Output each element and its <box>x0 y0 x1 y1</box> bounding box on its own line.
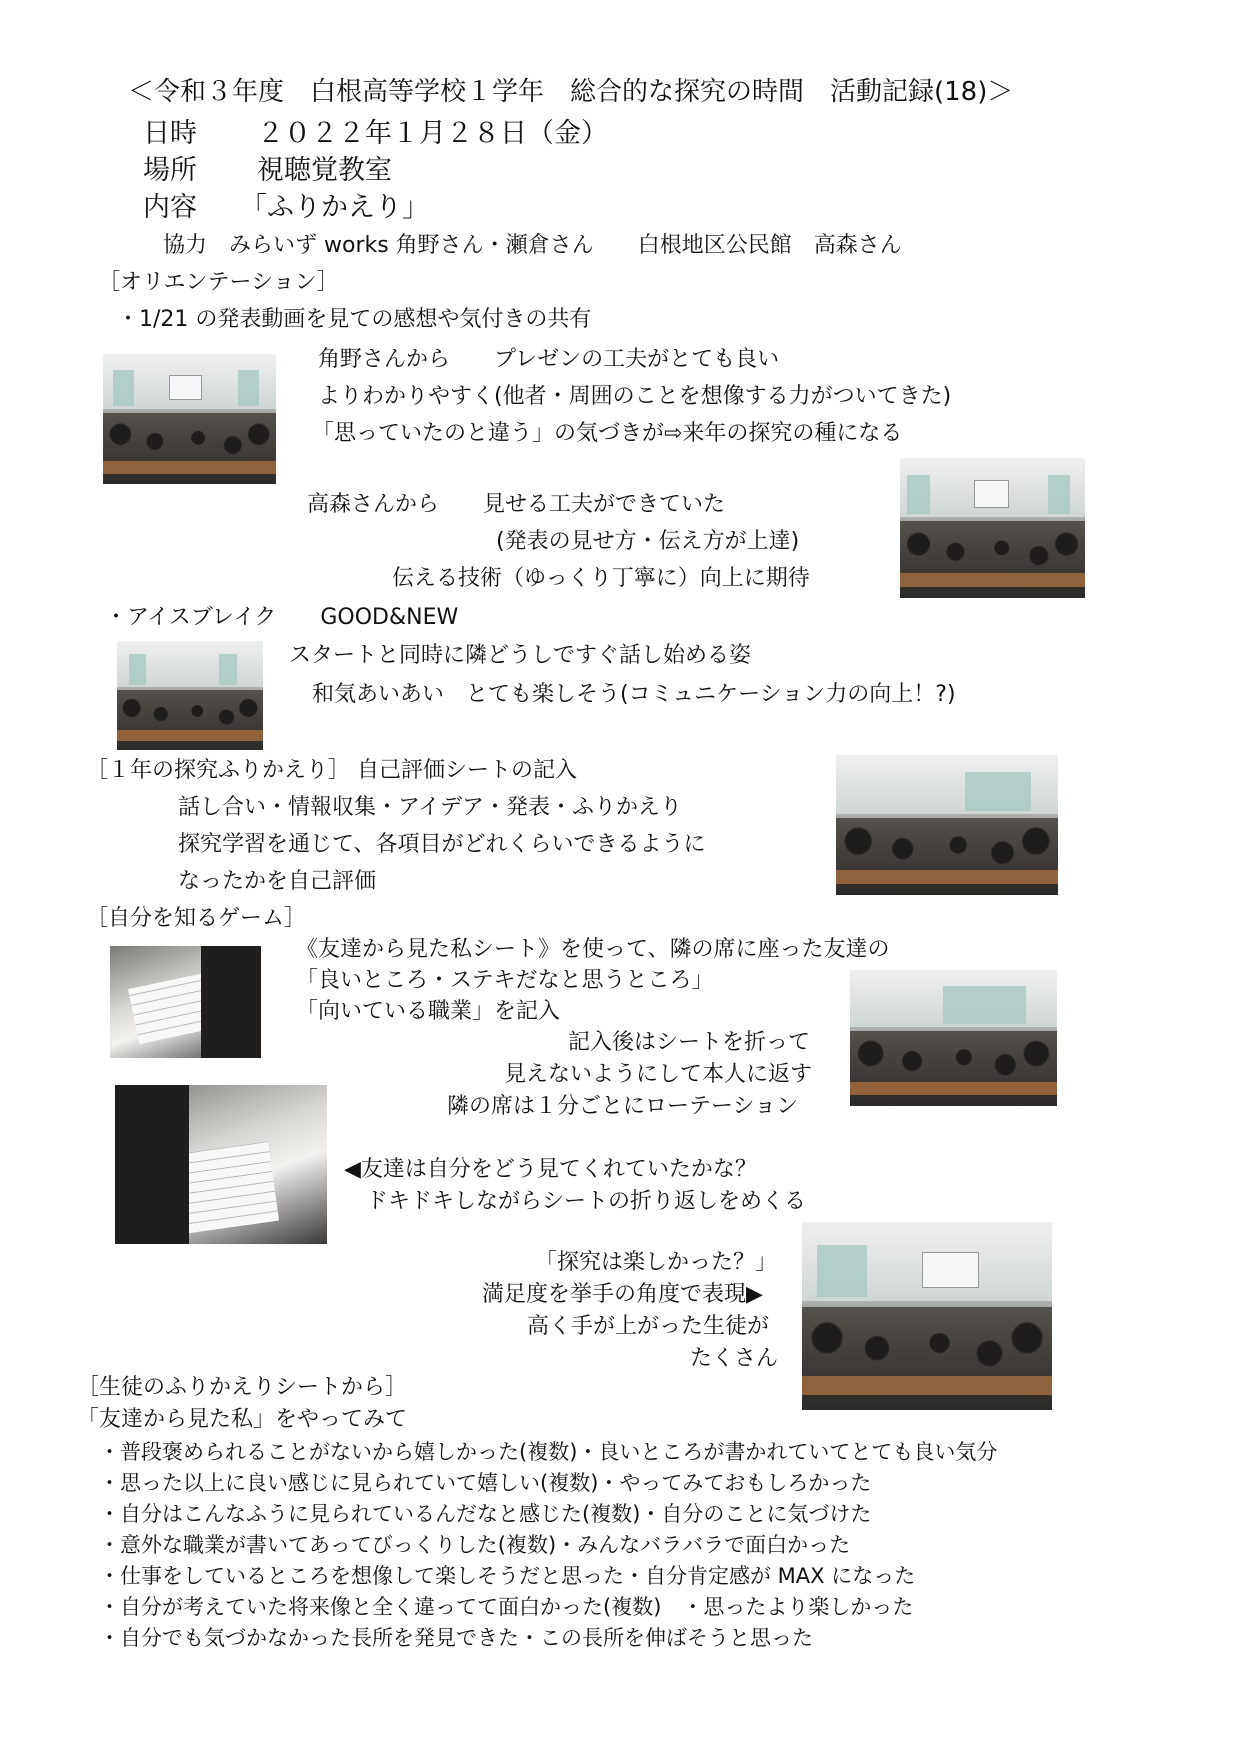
game-line-d1: 「探究は楽しかった？」 <box>535 1250 778 1275</box>
game-line-b1: 記入後はシートを折って <box>568 1030 811 1055</box>
student-comment-2: ・思った以上に良い感じに見られていて嬉しい(複数)・やってみておもしろかった <box>99 1471 872 1495</box>
sheet-reading-photo <box>115 1085 327 1244</box>
student-sheets-subheading: 「友達から見た私」をやってみて <box>77 1407 408 1432</box>
reflection-heading: ［１年の探究ふりかえり］ 自己評価シートの記入 <box>86 758 577 783</box>
student-comment-6: ・自分が考えていた将来像と全く違ってて面白かった(複数) ・思ったより楽しかった <box>99 1595 914 1619</box>
game-line-a3: 「向いている職業」を記入 <box>296 999 561 1024</box>
student-comment-1: ・普段褒められることがないから嬉しかった(複数)・良いところが書かれていてとても良い気分 <box>99 1440 998 1464</box>
content-label: 内容 <box>143 192 197 223</box>
game-line-c2: ドキドキしながらシートの折り返しをめくる <box>366 1189 807 1214</box>
classroom-photo-5 <box>850 970 1057 1106</box>
reflection-line-3: なったかを自己評価 <box>178 869 377 894</box>
game-line-d4: たくさん <box>690 1346 779 1371</box>
page-title: ＜令和３年度 白根高等学校１学年 総合的な探究の時間 活動記録(18)＞ <box>128 77 1014 107</box>
hands-raised-photo <box>802 1222 1052 1410</box>
student-sheets-heading: ［生徒のふりかえりシートから］ <box>77 1375 408 1400</box>
student-comment-3: ・自分はこんなふうに見られているんだなと感じた(複数)・自分のことに気づけた <box>99 1502 872 1526</box>
game-line-d3: 高く手が上がった生徒が <box>527 1314 770 1339</box>
icebreak-bullet: ・アイスブレイク GOOD&NEW <box>105 605 459 630</box>
game-line-d2: 満足度を挙手の角度で表現▶ <box>482 1282 763 1307</box>
kadono-line-1: 角野さんから プレゼンの工夫がとても良い <box>318 347 780 372</box>
student-comment-5: ・仕事をしているところを想像して楽しそうだと思った・自分肯定感が MAX になった <box>99 1564 916 1588</box>
orientation-bullet: ・1/21 の発表動画を見ての感想や気付きの共有 <box>117 307 592 332</box>
icebreak-line-2: 和気あいあい とても楽しそう(コミュニケーション力の向上！?) <box>312 682 956 707</box>
place-value: 視聴覚教室 <box>257 155 392 186</box>
game-line-a2: 「良いところ・ステキだなと思うところ」 <box>296 968 714 993</box>
kadono-line-3: 「思っていたのと違う」の気づきが⇨来年の探究の種になる <box>312 421 903 446</box>
student-comment-7: ・自分でも気づかなかった長所を発見できた・この長所を伸ばそうと思った <box>99 1626 813 1650</box>
classroom-photo-1 <box>103 354 276 484</box>
takamori-line-3: 伝える技術（ゆっくり丁寧に）向上に期待 <box>392 566 810 591</box>
game-line-c1: ◀友達は自分をどう見てくれていたかな？ <box>344 1157 757 1182</box>
icebreak-line-1: スタートと同時に隣どうしですぐ話し始める姿 <box>289 643 752 668</box>
reflection-line-1: 話し合い・情報収集・アイデア・発表・ふりかえり <box>178 795 683 820</box>
date-value: ２０２２年１月２８日（金） <box>257 118 608 149</box>
classroom-photo-3 <box>117 641 263 750</box>
kadono-line-2: よりわかりやすく(他者・周囲のことを想像する力がついてきた) <box>318 384 952 409</box>
orientation-heading: ［オリエンテーション］ <box>98 270 339 295</box>
classroom-photo-4 <box>836 755 1058 895</box>
reflection-line-2: 探究学習を通じて、各項目がどれくらいできるように <box>178 832 706 857</box>
game-line-b2: 見えないようにして本人に返す <box>504 1062 813 1087</box>
game-heading: ［自分を知るゲーム］ <box>86 906 307 931</box>
takamori-line-1: 高森さんから 見せる工夫ができていた <box>307 492 726 517</box>
place-label: 場所 <box>143 155 197 186</box>
takamori-line-2: (発表の見せ方・伝え方が上達) <box>496 529 800 554</box>
date-label: 日時 <box>143 118 197 149</box>
cooperation-line: 協力 みらいず works 角野さん・瀬倉さん 白根地区公民館 高森さん <box>163 233 902 258</box>
sheet-writing-photo <box>110 946 261 1058</box>
content-value: 「ふりかえり」 <box>240 192 429 223</box>
student-comment-4: ・意外な職業が書いてあってびっくりした(複数)・みんなバラバラで面白かった <box>99 1533 851 1557</box>
game-line-b3: 隣の席は１分ごとにローテーション <box>447 1094 799 1119</box>
classroom-photo-2 <box>900 458 1085 598</box>
game-line-a1: 《友達から見た私シート》を使って、隣の席に座った友達の <box>296 937 890 962</box>
